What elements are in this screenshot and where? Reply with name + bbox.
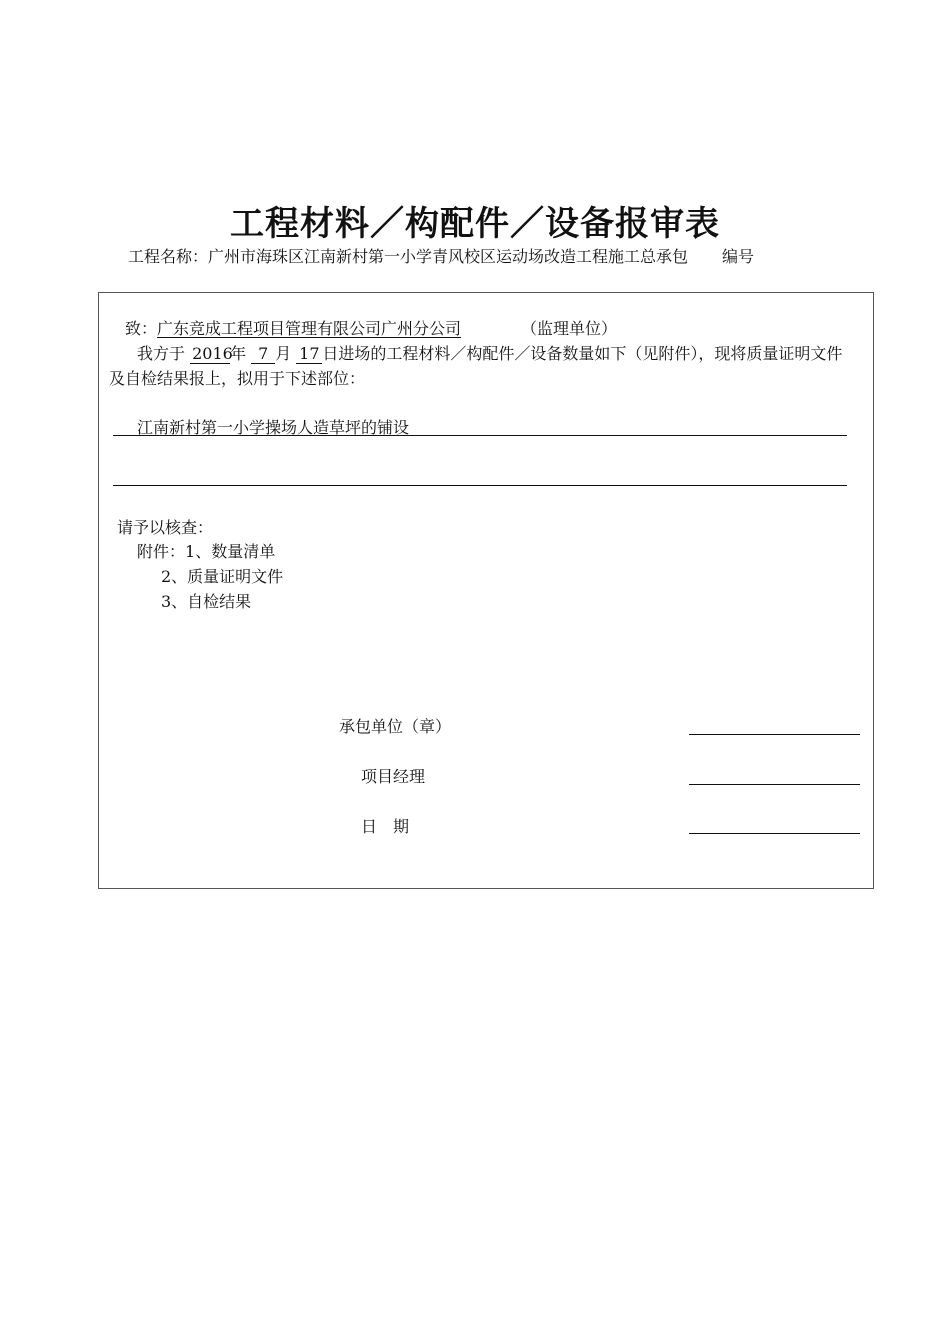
project-name: 广州市海珠区江南新村第一小学青风校区运动场改造工程施工总承包 [208,247,689,266]
statement-line-1 [137,341,842,364]
day-value: 17 [296,345,322,364]
location-underline-2 [113,485,847,486]
contractor-label: 承包单位（章） [339,717,452,736]
attachments-label: 附件： [137,542,186,561]
statement-rest: 的工程材料／构配件／设备数量如下（见附件），现将质量证明文件 [370,344,843,363]
manager-label: 项目经理 [361,767,426,786]
number-label: 编号 [722,247,755,266]
attachment-item: 1、数量清单 [185,542,276,561]
project-name-label: 工程名称： [128,247,209,266]
project-line [128,244,754,267]
page-title: 工程材料／构配件／设备报审表 [230,204,720,244]
location-underline [113,435,847,436]
attachment-item: 3、自检结果 [161,592,252,611]
attachment-item: 2、质量证明文件 [161,567,284,586]
supervisor-name: 广东竞成工程项目管理有限公司广州分公司 [157,319,462,338]
location-text: 江南新村第一小学操场人造草坪的铺设 [137,418,410,437]
month-value: 7 [251,345,275,364]
statement-line-2: 及自检结果报上，拟用于下述部位： [109,369,366,388]
to-label: 致： [125,319,158,338]
day-label: 日进场 [322,344,371,363]
addressee-line [125,316,617,339]
year-label: 年 [230,344,247,363]
review-text: 请予以核查： [117,518,214,537]
date-signature-line [689,833,860,834]
form-box [98,292,874,889]
month-label: 月 [275,344,292,363]
attachment-line-1 [137,539,275,562]
date-label: 日 期 [361,817,410,836]
contractor-signature-line [689,734,860,735]
statement-start: 我方于 [137,344,186,363]
manager-signature-line [689,784,860,785]
year-value: 2016 [192,344,233,363]
supervisor-suffix: （监理单位） [521,319,618,338]
